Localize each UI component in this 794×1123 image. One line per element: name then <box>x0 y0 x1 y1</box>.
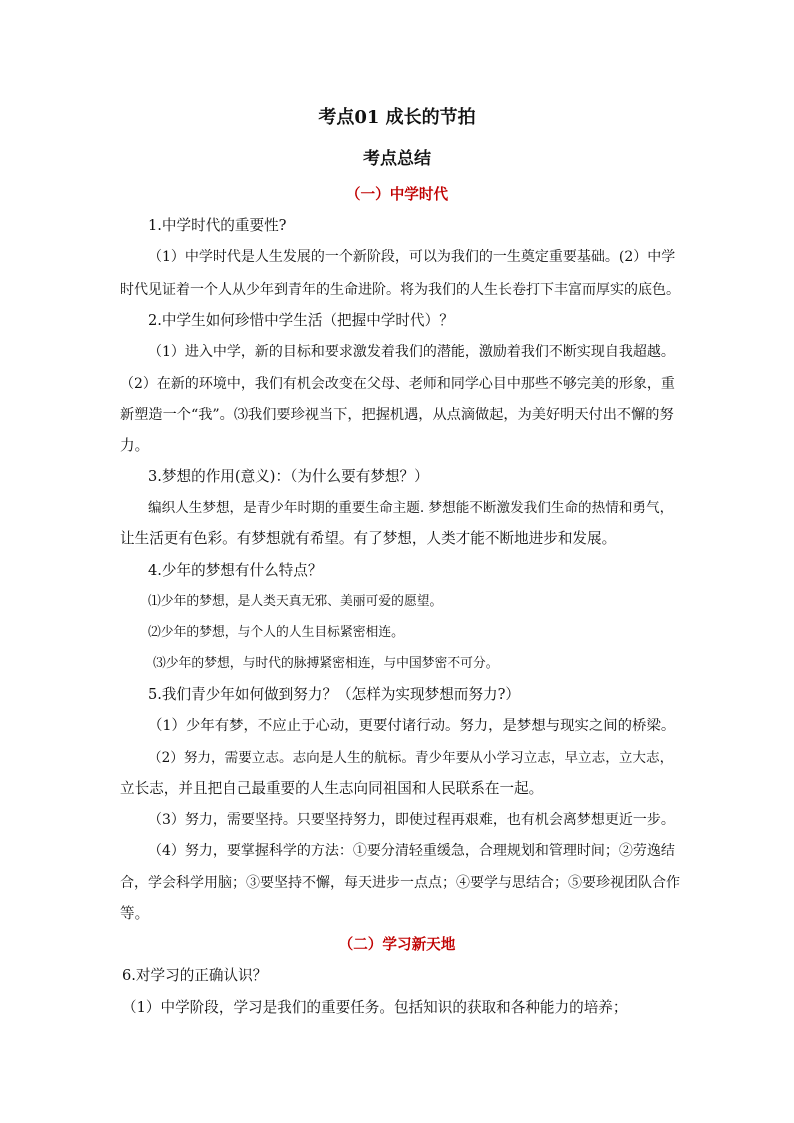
answer-5-item-4-line-3: 等。 <box>120 905 150 922</box>
answer-4-item-2: ⑵少年的梦想，与个人的人生目标紧密相连。 <box>148 625 404 640</box>
answer-2-line-2: （2）在新的环境中，我们有机会改变在父母、老师和同学心目中那些不够完美的形象，重 <box>120 376 675 392</box>
section-heading-1: （一）中学时代 <box>345 186 449 203</box>
answer-3-line-2: 让生活更有色彩。有梦想就有希望。有了梦想，人类才能不断地进步和发展。 <box>120 530 617 547</box>
answer-4-item-1: ⑴少年的梦想，是人类天真无邪、美丽可爱的愿望。 <box>148 594 443 609</box>
page-subtitle: 考点总结 <box>363 149 431 169</box>
answer-5-item-4-line-2: 合，学会科学用脑；③要坚持不懈，每天进步一点点；④要学与思结合；⑤要珍视团队合作 <box>120 875 680 891</box>
answer-6-item-1: （1）中学阶段，学习是我们的重要任务。包括知识的获取和各种能力的培养； <box>122 999 628 1016</box>
question-5: 5.我们青少年如何做到努力？（怎样为实现梦想而努力?） <box>148 686 521 703</box>
answer-1-line-1: （1）中学时代是人生发展的一个新阶段，可以为我们的一生奠定重要基础。(2）中学 <box>148 249 676 265</box>
question-4: 4.少年的梦想有什么特点？ <box>148 562 323 579</box>
section-heading-2: （二）学习新天地 <box>338 936 456 953</box>
answer-3-line-1: 编织人生梦想，是青少年时期的重要生命主题. 梦想能不断激发我们生命的热情和勇气， <box>148 500 674 516</box>
question-1: 1.中学时代的重要性? <box>148 217 287 234</box>
question-3: 3.梦想的作用(意义)：（为什么要有梦想？） <box>148 468 429 485</box>
answer-2-line-3: 新塑造一个“我”。⑶我们要珍视当下，把握机遇，从点滴做起，为美好明天付出不懈的努 <box>120 407 674 423</box>
answer-5-item-2-line-2: 立长志，并且把自己最重要的人生志向同祖国和人民联系在一起。 <box>120 780 544 797</box>
question-2: 2.中学生如何珍惜中学生活（把握中学时代）？ <box>148 312 454 329</box>
page-title: 考点01 成长的节拍 <box>318 107 476 128</box>
answer-2-line-1: （1）进入中学，新的目标和要求激发着我们的潜能，激励着我们不断实现自我超越。 <box>148 344 675 360</box>
answer-5-item-4-line-1: （4）努力，要掌握科学的方法：①要分清轻重缓急，合理规划和管理时间；②劳逸结 <box>148 843 675 859</box>
question-6: 6.对学习的正确认识？ <box>122 967 268 984</box>
answer-5-item-1: （1）少年有梦，不应止于心动，更要付诸行动。努力，是梦想与现实之间的桥梁。 <box>148 718 676 734</box>
answer-2-line-4: 力。 <box>120 437 150 454</box>
answer-5-item-2-line-1: （2）努力，需要立志。志向是人生的航标。青少年要从小学习立志，早立志，立大志， <box>148 750 674 766</box>
answer-1-line-2: 时代见证着一个人从少年到青年的生命进阶。将为我们的人生长卷打下丰富而厚实的底色。 <box>120 282 680 298</box>
answer-4-item-3: ⑶少年的梦想，与时代的脉搏紧密相连，与中国梦密不可分。 <box>153 656 499 671</box>
answer-5-item-3: （3）努力，需要坚持。只要坚持努力，即使过程再艰难，也有机会离梦想更近一步。 <box>148 812 675 828</box>
